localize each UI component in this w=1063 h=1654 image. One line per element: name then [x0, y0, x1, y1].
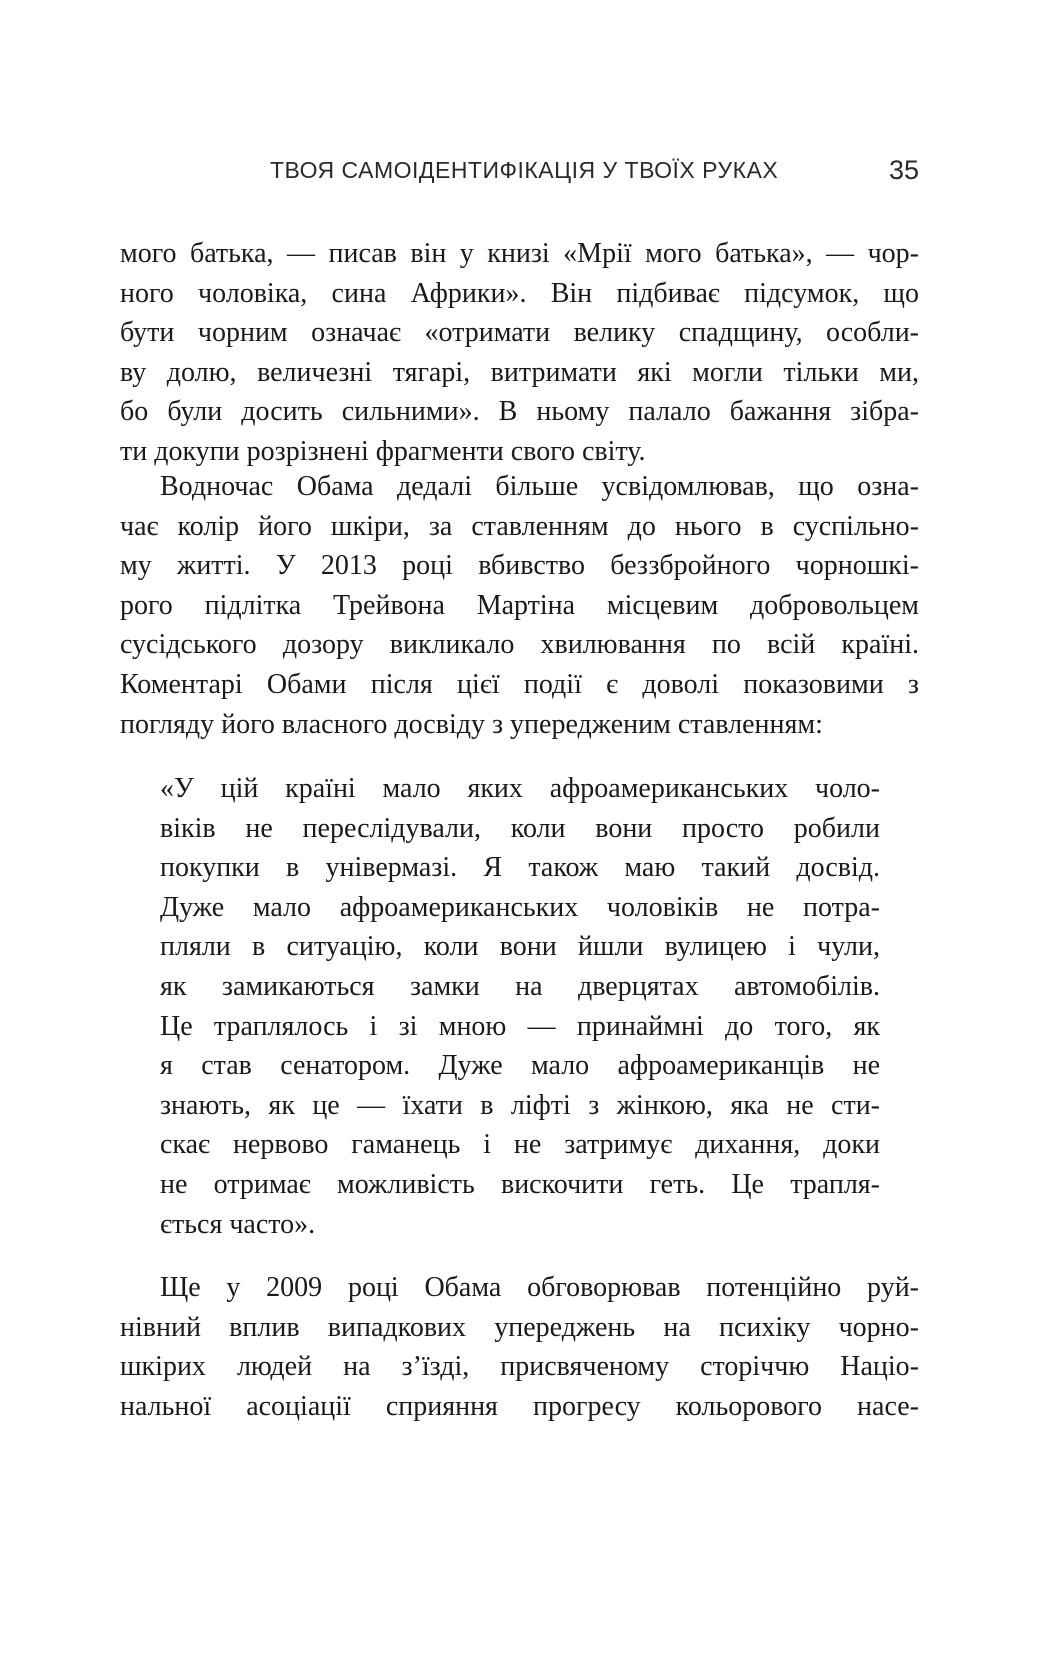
quote-line: знають, як це — їхати в ліфті з жінкою, яка не сти-: [160, 1089, 880, 1121]
quote-line: я став сенатором. Дуже мало афроамериканців не: [160, 1050, 880, 1082]
paragraph-3: [120, 1268, 919, 1426]
page-number: 35: [888, 155, 919, 185]
text-line: рого підлітка Трейвона Мартіна місцевим добровольцем: [120, 589, 919, 621]
text-line: ного чоловіка, сина Африки». Він підбиває підсумок, що: [120, 277, 919, 309]
paragraph-1: [120, 234, 919, 472]
text-line: чає колір його шкіри, за ставленням до нього в суспільно-: [120, 510, 919, 542]
text-line: погляду його власного досвіду з упередженим ставленням:: [120, 708, 823, 740]
quote-line: ється часто».: [160, 1208, 316, 1240]
running-head: [120, 150, 919, 190]
quote-line: скає нервово гаманець і не затримує дихання, доки: [160, 1129, 880, 1161]
text-line: сусідського дозору викликало хвилювання по всій країні.: [120, 629, 919, 661]
text-line: Ще у 2009 році Обама обговорював потенційно руй-: [160, 1272, 919, 1303]
text-line: му житті. У 2013 році вбивство беззбройного чорношкі-: [120, 550, 919, 582]
text-line: Коментарі Обами після цієї події є доволі показовими з: [120, 668, 919, 700]
quote-line: пляли в ситуацію, коли вони йшли вулицею і чули,: [160, 931, 880, 963]
quote-line: як замикаються замки на дверцятах автомобілів.: [160, 970, 880, 1002]
text-line: бути чорним означає «отримати велику спадщину, особли-: [120, 317, 919, 349]
text-line: мого батька, — писав він у книзі «Мрії мого батька», — чор-: [120, 238, 919, 269]
text-line: шкірих людей на з’їзді, присвяченому сторіччю Націо-: [120, 1351, 919, 1383]
text-line: нальної асоціації сприяння прогресу кольорового насе-: [120, 1390, 919, 1422]
quote-line: не отримає можливість вискочити геть. Це трапля-: [160, 1168, 880, 1200]
text-line: ву долю, величезні тягарі, витримати які могли тільки ми,: [120, 356, 919, 388]
text-line: нівний вплив випадкових упереджень на психіку чорно-: [120, 1311, 919, 1343]
quote-line: Це траплялось і зі мною — принаймні до того, як: [160, 1010, 880, 1042]
text-line: ти докупи розрізнені фрагменти свого світу.: [120, 435, 646, 467]
text-line: Водночас Обама дедалі більше усвідомлював, що озна-: [160, 471, 919, 502]
text-line: бо були досить сильними». В ньому палало бажання зібра-: [120, 396, 919, 428]
paragraph-2: [120, 467, 919, 744]
quote-line: «У цій країні мало яких афроамериканських чоло-: [160, 773, 880, 804]
quote-line: покупки в універмазі. Я також маю такий досвід.: [160, 852, 880, 884]
quote-line: Дуже мало афроамериканських чоловіків не потра-: [160, 891, 880, 923]
quote-line: віків не переслідували, коли вони просто робили: [160, 812, 880, 844]
running-title: ТВОЯ САМОІДЕНТИФІКАЦІЯ У ТВОЇХ РУКАХ: [270, 157, 779, 183]
block-quote: [160, 769, 880, 1244]
